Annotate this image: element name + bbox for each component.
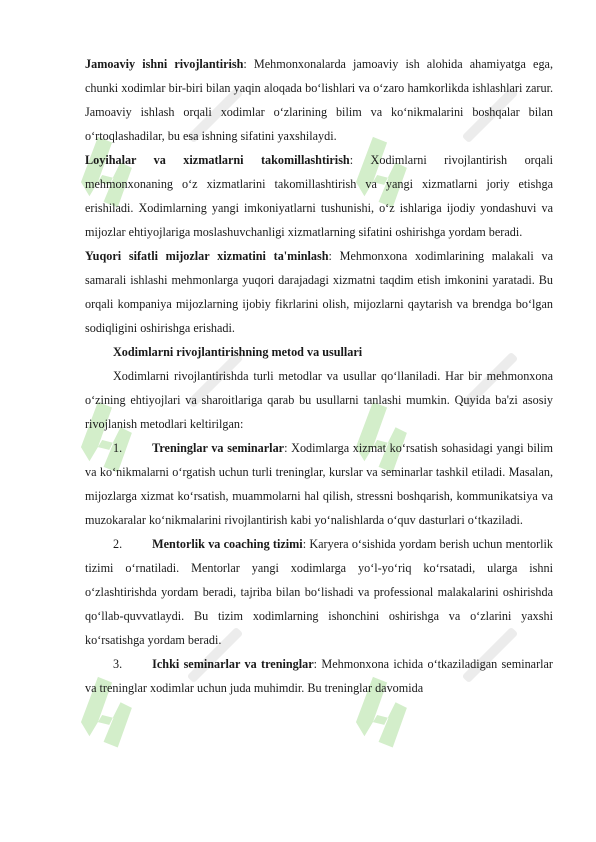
list-item xyxy=(85,532,553,652)
paragraph-text: : Mehmonxona xodimlarining malakali va samarali ishlashi mehmonlarga yuqori darajadagi xizmatni taqdim etish imkonini yaratadi. Bu orqali kompaniya mijozlarning ijobiy fikrlarini olish, mijozlarni qaytarish va brendga bo‘lgan sodiqligini oshirishga erishadi. xyxy=(85,249,553,335)
paragraph-services xyxy=(85,148,553,244)
list-term: Mentorlik va coaching tizimi xyxy=(152,537,303,551)
paragraph-term: Jamoaviy ishni rivojlantirish xyxy=(85,57,244,71)
document-page xyxy=(85,52,553,700)
paragraph-text: : Mehmonxonalarda jamoaviy ish alohida ahamiyatga ega, chunki xodimlar bir-biri bilan yaqin aloqada bo‘lishlari va o‘zaro hamkorlikda ishlashlari zarur. Jamoaviy ishlash orqali xodimlar o‘zlarining bilim va ko‘nikmalarini boshqalar bilan o‘rtoqlashadilar, bu esa ishning sifatini yaxshilaydi. xyxy=(85,57,553,143)
paragraph-teamwork xyxy=(85,52,553,148)
intro-paragraph: Xodimlarni rivojlantirishda turli metodlar va usullar qo‘llaniladi. Har bir mehmonxona o‘zining ehtiyojlari va sharoitlariga qarab bu usullarni tanlashi mumkin. Quyida ba'zi asosiy rivojlanish metodlari keltirilgan: xyxy=(85,369,553,431)
section-heading: Xodimlarni rivojlantirishning metod va usullari xyxy=(113,345,363,359)
list-number: 1. xyxy=(113,441,123,455)
paragraph-quality xyxy=(85,244,553,340)
list-number: 3. xyxy=(113,657,123,671)
list-item xyxy=(85,652,553,700)
list-text: : Xodimlarga xizmat ko‘rsatish sohasidagi yangi bilim va ko‘nikmalarni o‘rgatish uchun turli treninglar, kurslar va seminarlar tashkil etiladi. Masalan, mijozlarga xizmat ko‘rsatish, muammolarni hal qilish, stressni boshqarish, kommunikatsiya va muzokaralar ko‘nikmalarini rivojlantirish kabi yo‘nalishlarda o‘quv dasturlari o‘tkaziladi. xyxy=(85,441,554,527)
paragraph-term: Yuqori sifatli mijozlar xizmatini ta'minlash xyxy=(85,249,329,263)
list-term: Ichki seminarlar va treninglar xyxy=(152,657,314,671)
list-text: : Karyera o‘sishida yordam berish uchun mentorlik tizimi o‘rnatiladi. Mentorlar yangi xodimlarga yo‘l-yo‘riq ko‘rsatadi, ularga ishni o‘zlashtirishda yordam beradi, tajriba bilan bo‘lishadi va professional malakalarini oshirishda qo‘llab-quvvatlaydi. Bu tizim xodimlarning ishonchini oshirishga va o‘zlarini yaxshi ko‘rsatishga yordam beradi. xyxy=(85,537,554,647)
list-text: : Mehmonxona ichida o‘tkaziladigan seminarlar va treninglar xodimlar uchun juda muhimdir. Bu treninglar davomida xyxy=(85,657,553,695)
list-term: Treninglar va seminarlar xyxy=(152,441,285,455)
paragraph-term: Loyihalar va xizmatlarni takomillashtirish xyxy=(85,153,350,167)
list-item xyxy=(85,436,553,532)
paragraph-text: : Xodimlarni rivojlantirish orqali mehmonxonaning o‘z xizmatlarini takomillashtirish va yangi xizmatlarni joriy etishga erishiladi. Xodimlarning yangi imkoniyatlarni tushunishi, o‘z ishlariga ijodiy yondashuvi va mijozlar ehtiyojlariga moslashuvchanligi xizmatlarning sifatini oshirishga yordam beradi. xyxy=(85,153,554,239)
list-number: 2. xyxy=(113,537,123,551)
